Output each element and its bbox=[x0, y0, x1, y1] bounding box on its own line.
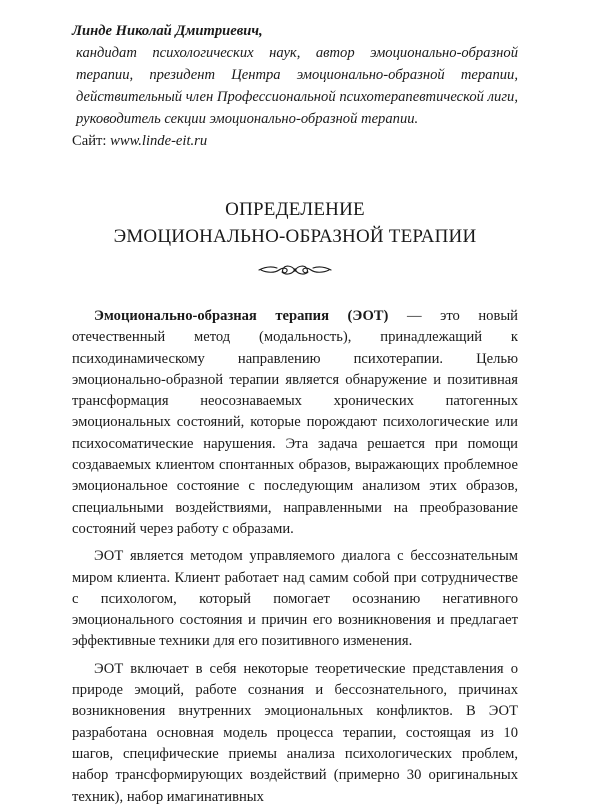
author-name: Линде Николай Дмитриевич, bbox=[72, 23, 263, 39]
flourish-ornament-icon bbox=[72, 262, 518, 278]
site-label: Сайт: bbox=[72, 133, 107, 149]
author-site-line bbox=[72, 130, 518, 152]
section-title-line-2: ЭМОЦИОНАЛЬНО-ОБРАЗНОЙ ТЕРАПИИ bbox=[113, 226, 477, 247]
author-block bbox=[72, 20, 518, 130]
paragraph-1-term: Эмоционально-образная терапия (ЭОТ) bbox=[94, 308, 389, 324]
paragraph-1 bbox=[72, 306, 518, 540]
paragraph-1-text: — это новый отечественный метод (модальность), принадлежащий к психодинамическому направлению психотерапии. Целью эмоционально-образной терапии является обнаружение и позитивная трансформация неосознаваемых хронических патогенных эмоциональных состояний, которые порождают психологические или психосоматические нарушения. Эта задача решается при помощи создаваемых клиентом спонтанных образов, выражающих проблемное эмоциональное состояние с последующим анализом этих образов, специальными воздействиями, направленными на преобразование состояний через работу с образами. bbox=[72, 308, 518, 537]
paragraph-2: ЭОТ является методом управляемого диалога с бессознательным миром клиента. Клиент работает над самим собой при сотрудничестве с психологом, который помогает осознанию негативного эмоционального состояния и причин его возникновения и предлагает эффективные техники для его позитивного изменения. bbox=[72, 548, 518, 650]
body-text bbox=[72, 306, 518, 808]
author-bio: кандидат психологических наук, автор эмоционально-образной терапии, президент Центра эмоционально-образной терапии, действительный член Профессиональной психотерапевтической лиги, руководитель секции эмоционально-образной терапии. bbox=[76, 45, 518, 127]
flourish-ornament-svg bbox=[255, 262, 335, 278]
section-title bbox=[72, 196, 518, 250]
paragraph-3: ЭОТ включает в себя некоторые теоретические представления о природе эмоций, работе сознания и бессознательного, причинах возникновения внутренних эмоциональных конфликтов. В ЭОТ разработана основная модель процесса терапии, состоящая из 10 шагов, специфические приемы анализа психологических проблем, набор трансформирующих воздействий (примерно 30 оригинальных техник), набор имагинативных bbox=[72, 660, 518, 805]
section-title-line-1: ОПРЕДЕЛЕНИЕ bbox=[225, 199, 365, 220]
site-url: www.linde-eit.ru bbox=[110, 133, 208, 149]
